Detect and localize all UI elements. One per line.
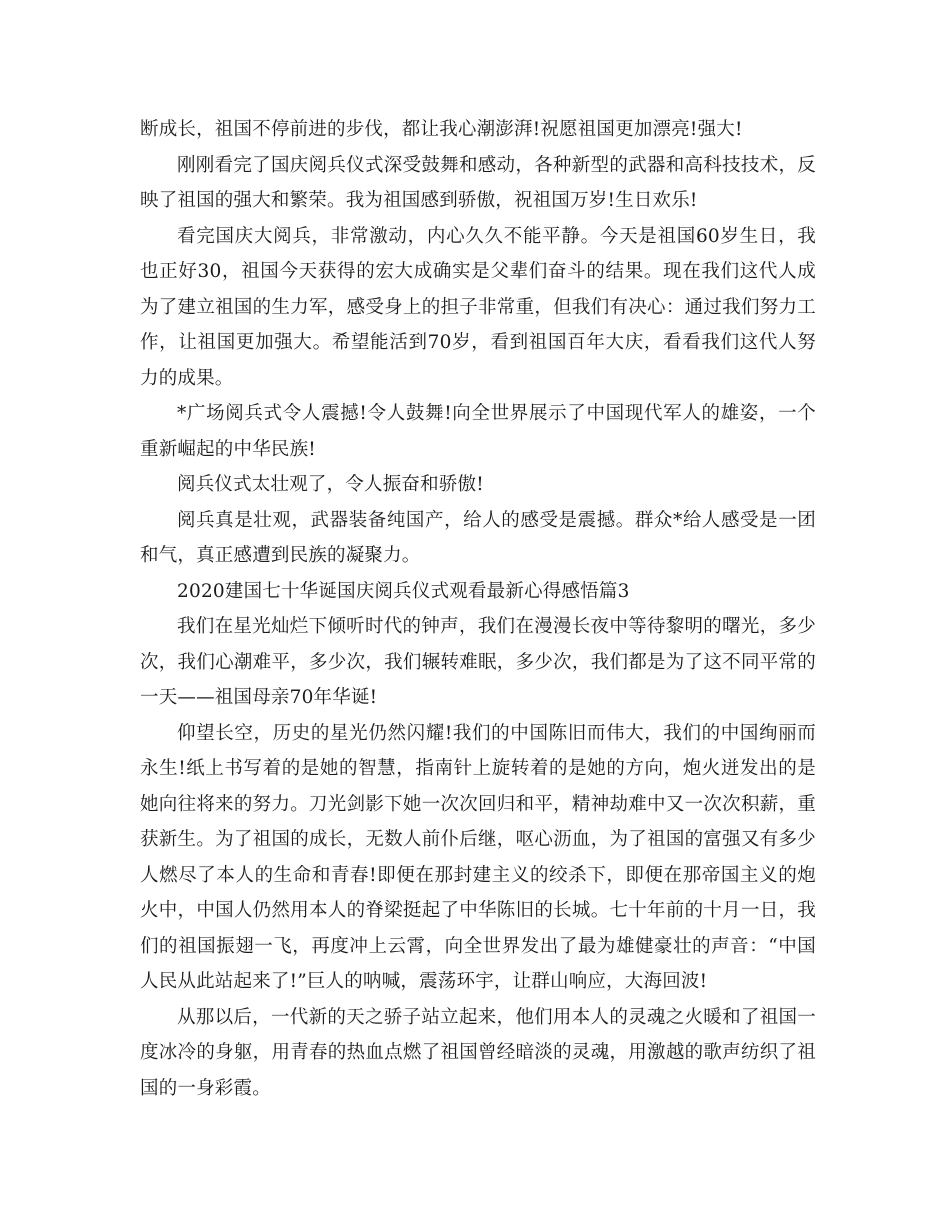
paragraph: 刚刚看完了国庆阅兵仪式深受鼓舞和感动，各种新型的武器和高科技技术，反映了祖国的强大和繁荣。我为祖国感到骄傲，祝祖国万岁!生日欢乐! xyxy=(140,154,816,211)
paragraph: *广场阅兵式令人震撼!令人鼓舞!向全世界展示了中国现代军人的雄姿，一个重新崛起的中华民族! xyxy=(140,403,816,460)
paragraph: 断成长，祖国不停前进的步伐，都让我心潮澎湃!祝愿祖国更加漂亮!强大! xyxy=(140,119,743,140)
section-heading: 2020建国七十华诞国庆阅兵仪式观看最新心得感悟篇3 xyxy=(177,580,630,602)
paragraph: 从那以后，一代新的天之骄子站立起来，他们用本人的灵魂之火暖和了祖国一度冰冷的身躯，用青春的热血点燃了祖国曾经暗淡的灵魂，用激越的歌声纺织了祖国的一身彩霞。 xyxy=(140,1006,816,1099)
paragraph: 我们在星光灿烂下倾听时代的钟声，我们在漫漫长夜中等待黎明的曙光，多少次，我们心潮难平，多少次，我们辗转难眠，多少次，我们都是为了这不同平常的一天——祖国母亲70年华诞! xyxy=(140,616,816,708)
document-body xyxy=(140,112,816,1106)
paragraph: 阅兵仪式太壮观了，令人振奋和骄傲! xyxy=(177,474,484,495)
paragraph: 阅兵真是壮观，武器装备纯国产，给人的感受是震撼。群众*给人感受是一团和气，真正感遭到民族的凝聚力。 xyxy=(140,509,816,566)
paragraph: 看完国庆大阅兵，非常激动，内心久久不能平静。今天是祖国60岁生日，我也正好30，祖国今天获得的宏大成确实是父辈们奋斗的结果。现在我们这代人成为了建立祖国的生力军，感受身上的担子非常重，但我们有决心：通过我们努力工作，让祖国更加强大。希望能活到70岁，看到祖国百年大庆，看看我们这代人努力的成果。 xyxy=(140,225,816,389)
paragraph: 仰望长空，历史的星光仍然闪耀!我们的中国陈旧而伟大，我们的中国绚丽而永生!纸上书写着的是她的智慧，指南针上旋转着的是她的方向，炮火迸发出的是她向往将来的努力。刀光剑影下她一次次回归和平，精神劫难中又一次次积薪，重获新生。为了祖国的成长，无数人前仆后继，呕心沥血，为了祖国的富强又有多少人燃尽了本人的生命和青春!即便在那封建主义的绞杀下，即便在那帝国主义的炮火中，中国人仍然用本人的脊梁挺起了中华陈旧的长城。七十年前的十月一日，我们的祖国振翅一飞，再度冲上云霄，向全世界发出了最为雄健豪壮的声音：“中国人民从此站起来了!”巨人的呐喊，震荡环宇，让群山响应，大海回波! xyxy=(140,722,816,992)
